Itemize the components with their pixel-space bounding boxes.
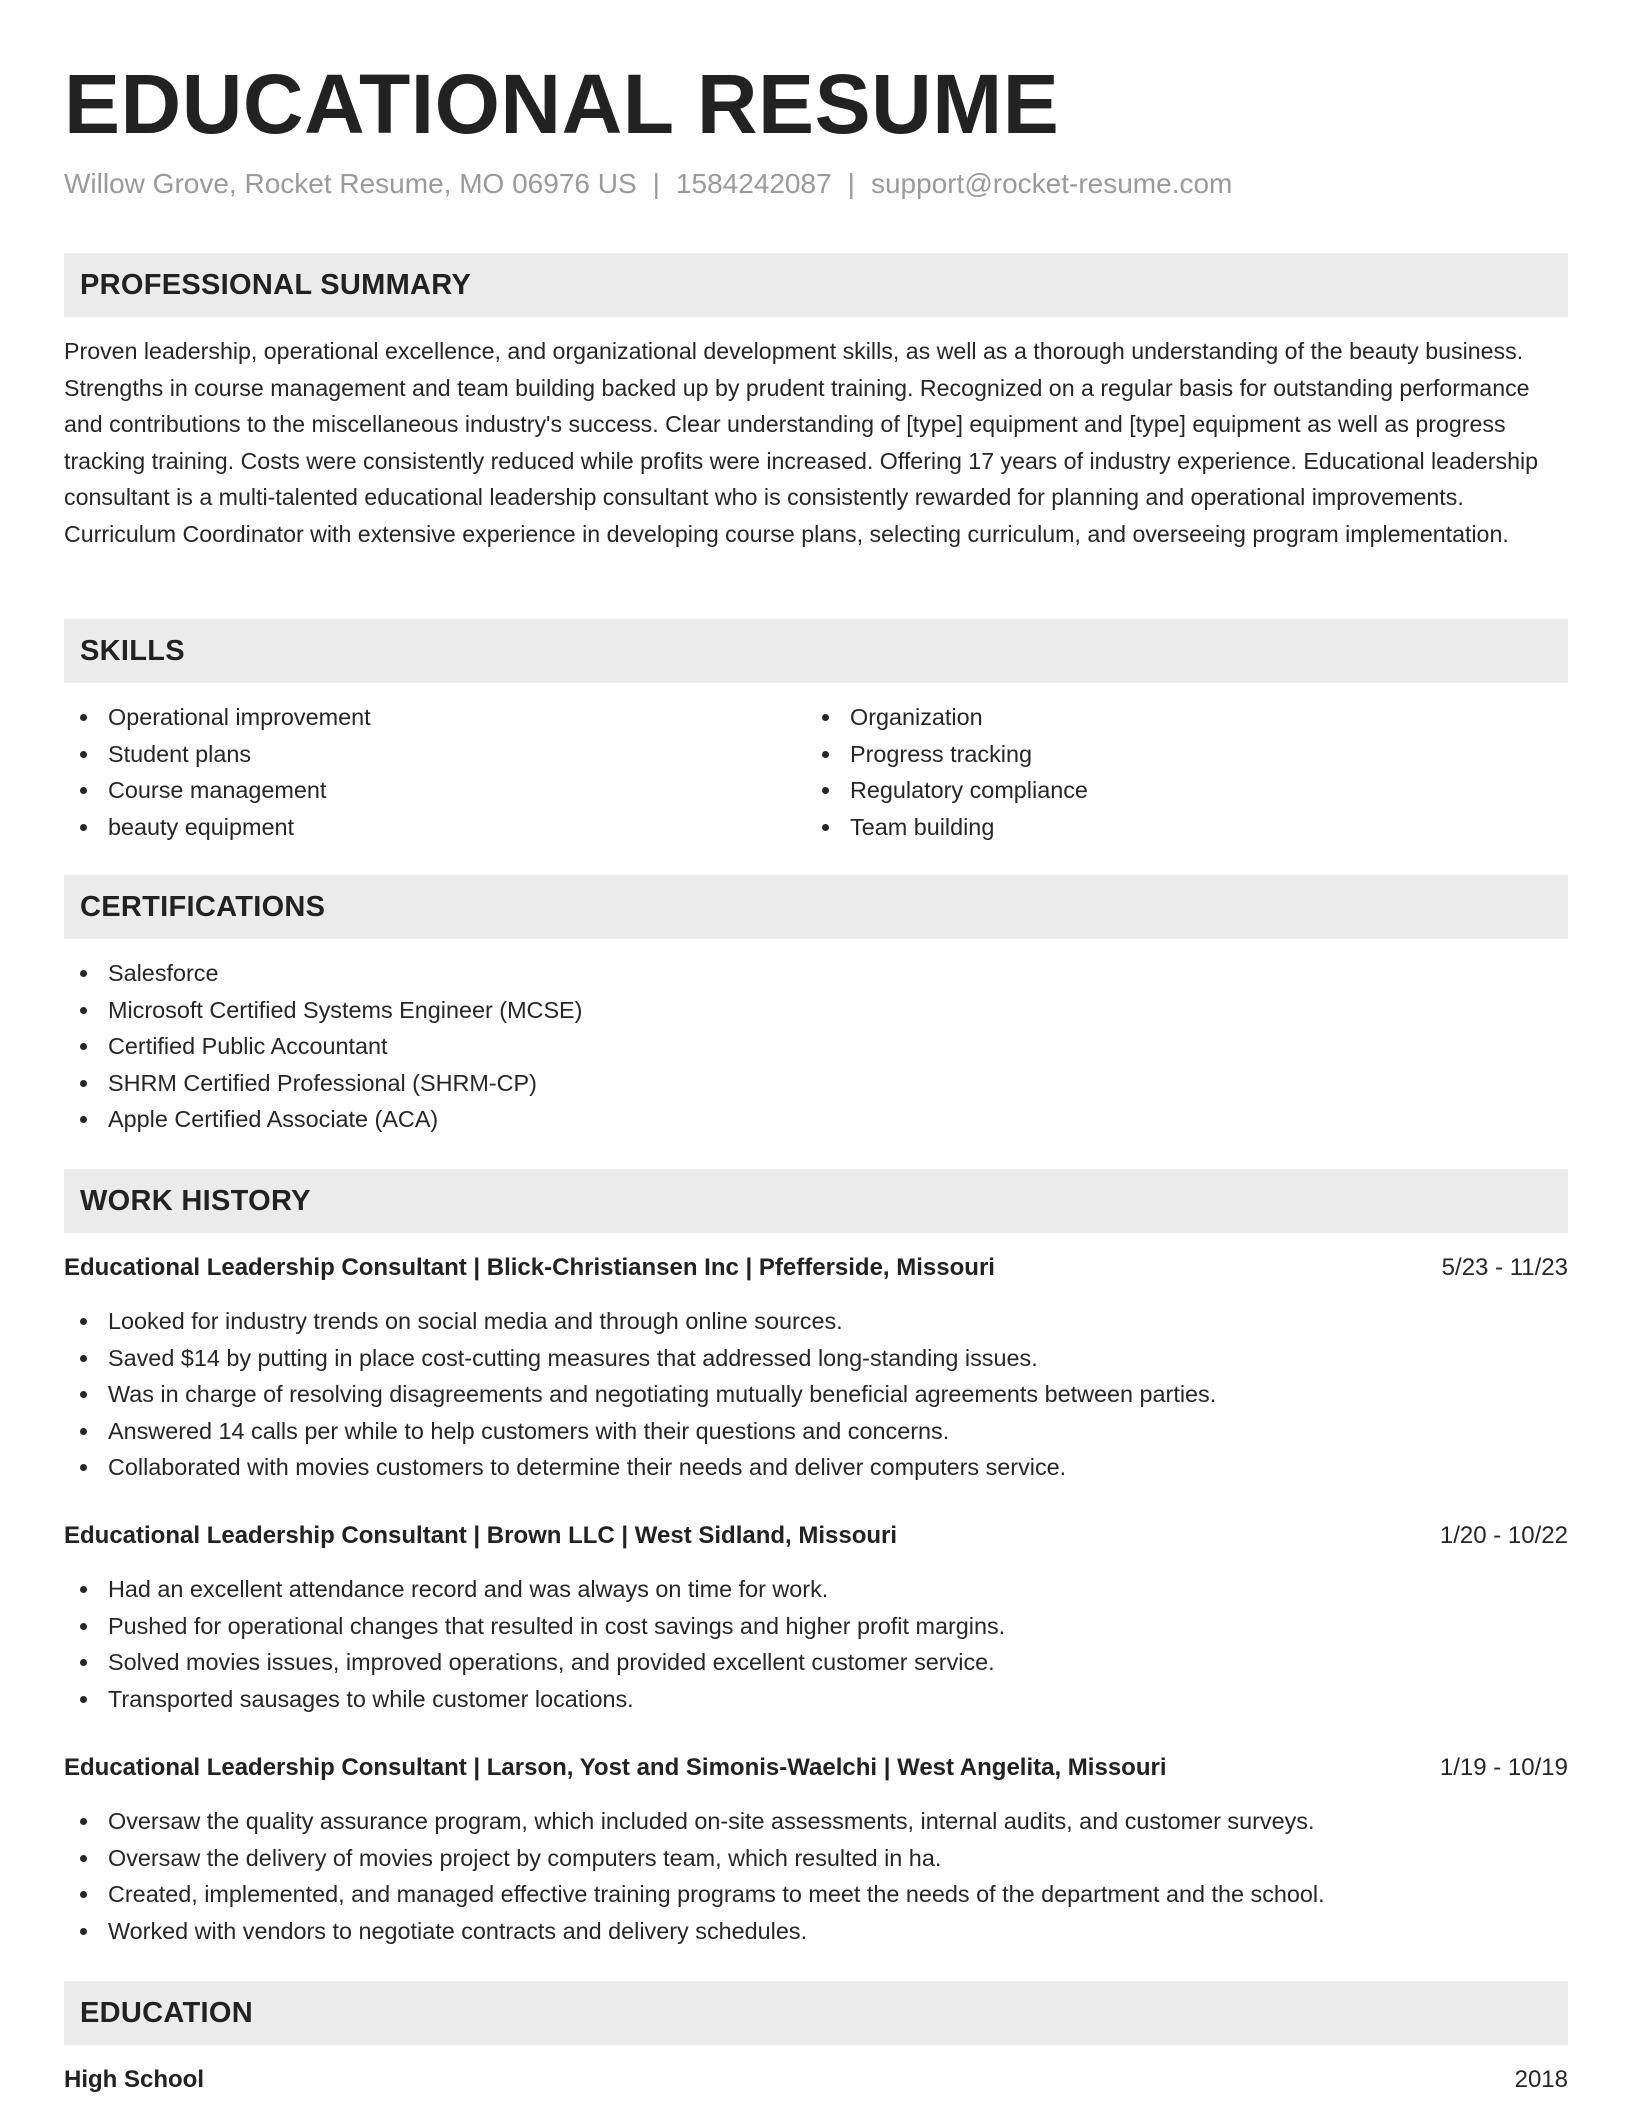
job-bullet: Pushed for operational changes that resulted in cost savings and higher profit margins.: [64, 1608, 1568, 1645]
job-bullets: [64, 1803, 1568, 1949]
education-year: 2018: [1514, 2066, 1568, 2093]
job-bullet: Saved $14 by putting in place cost-cutting measures that addressed long-standing issues.: [64, 1340, 1568, 1377]
job-bullet: Was in charge of resolving disagreements and negotiating mutually beneficial agreements between parties.: [64, 1376, 1568, 1413]
job-bullet: Worked with vendors to negotiate contracts and delivery schedules.: [64, 1913, 1568, 1950]
job-bullets: [64, 1303, 1568, 1486]
contact-email: support@rocket-resume.com: [870, 168, 1233, 199]
skill-item: Student plans: [64, 736, 764, 773]
section-heading-education: EDUCATION: [64, 1981, 1568, 2045]
skills-left-column: [64, 699, 764, 845]
job-header: [64, 1250, 1568, 1286]
contact-line: [64, 166, 1232, 202]
job-bullet: Solved movies issues, improved operations, and provided excellent customer service.: [64, 1644, 1568, 1681]
resume-title: EDUCATIONAL RESUME: [64, 57, 1060, 151]
skills-list-right: [806, 699, 1506, 845]
job-bullet: Oversaw the quality assurance program, which included on-site assessments, internal audits, and customer surveys.: [64, 1803, 1568, 1840]
certifications-block: [64, 955, 1568, 1138]
section-heading-work-history: WORK HISTORY: [64, 1169, 1568, 1233]
education-degree: High School: [64, 2066, 204, 2093]
skill-item: Organization: [806, 699, 1506, 736]
section-heading-certifications: CERTIFICATIONS: [64, 875, 1568, 939]
job-bullet-list: [64, 1803, 1568, 1949]
job-bullet-list: [64, 1571, 1568, 1717]
contact-separator: |: [847, 168, 855, 199]
job-dates: 1/19 - 10/19: [1439, 1754, 1568, 1781]
certifications-list: [64, 955, 1568, 1138]
skill-item: Regulatory compliance: [806, 772, 1506, 809]
job-bullet: Oversaw the delivery of movies project by computers team, which resulted in ha.: [64, 1840, 1568, 1877]
job-title: Educational Leadership Consultant | Larson, Yost and Simonis-Waelchi | West Angelita, Missouri: [64, 1754, 1167, 1781]
job-bullets: [64, 1571, 1568, 1717]
certification-item: Salesforce: [64, 955, 1568, 992]
contact-separator: |: [652, 168, 660, 199]
skills-list-left: [64, 699, 764, 845]
education-entry: [64, 2062, 1568, 2098]
job-header: [64, 1518, 1568, 1554]
skill-item: Team building: [806, 809, 1506, 846]
job-title: Educational Leadership Consultant | Brown LLC | West Sidland, Missouri: [64, 1522, 898, 1549]
skills-right-column: [806, 699, 1506, 845]
section-heading-skills: SKILLS: [64, 619, 1568, 683]
skill-item: Course management: [64, 772, 764, 809]
skill-item: Progress tracking: [806, 736, 1506, 773]
skill-item: Operational improvement: [64, 699, 764, 736]
contact-phone: 1584242087: [675, 168, 832, 199]
job-bullet: Collaborated with movies customers to determine their needs and deliver computers service.: [64, 1449, 1568, 1486]
certification-item: Apple Certified Associate (ACA): [64, 1101, 1568, 1138]
job-bullet: Answered 14 calls per while to help customers with their questions and concerns.: [64, 1413, 1568, 1450]
job-bullet: Looked for industry trends on social media and through online sources.: [64, 1303, 1568, 1340]
job-dates: 1/20 - 10/22: [1439, 1522, 1568, 1549]
skill-item: beauty equipment: [64, 809, 764, 846]
job-dates: 5/23 - 11/23: [1441, 1254, 1568, 1281]
summary-text: Proven leadership, operational excellence, and organizational development skills, as well as a thorough understanding of the beauty business. Strengths in course management and team building backed up by prudent training. Recognized on a regular basis for outstanding performance and contributions to the miscellaneous industry's success. Clear understanding of [type] equipment and [type] equipment as well as progress tracking training. Costs were consistently reduced while profits were increased. Offering 17 years of industry experience. Educational leadership consultant is a multi-talented educational leadership consultant who is consistently rewarded for planning and operational improvements. Curriculum Coordinator with extensive experience in developing course plans, selecting curriculum, and overseeing program implementation.: [64, 338, 1539, 547]
job-bullet: Transported sausages to while customer locations.: [64, 1681, 1568, 1718]
job-bullet: Had an excellent attendance record and was always on time for work.: [64, 1571, 1568, 1608]
job-header: [64, 1750, 1568, 1786]
certification-item: SHRM Certified Professional (SHRM-CP): [64, 1065, 1568, 1102]
job-title: Educational Leadership Consultant | Blick-Christiansen Inc | Pfefferside, Missouri: [64, 1254, 995, 1281]
contact-address: Willow Grove, Rocket Resume, MO 06976 US: [64, 168, 637, 199]
section-heading-summary: PROFESSIONAL SUMMARY: [64, 253, 1568, 317]
certification-item: Certified Public Accountant: [64, 1028, 1568, 1065]
certification-item: Microsoft Certified Systems Engineer (MCSE): [64, 992, 1568, 1029]
job-bullet-list: [64, 1303, 1568, 1486]
job-bullet: Created, implemented, and managed effective training programs to meet the needs of the department and the school.: [64, 1876, 1568, 1913]
